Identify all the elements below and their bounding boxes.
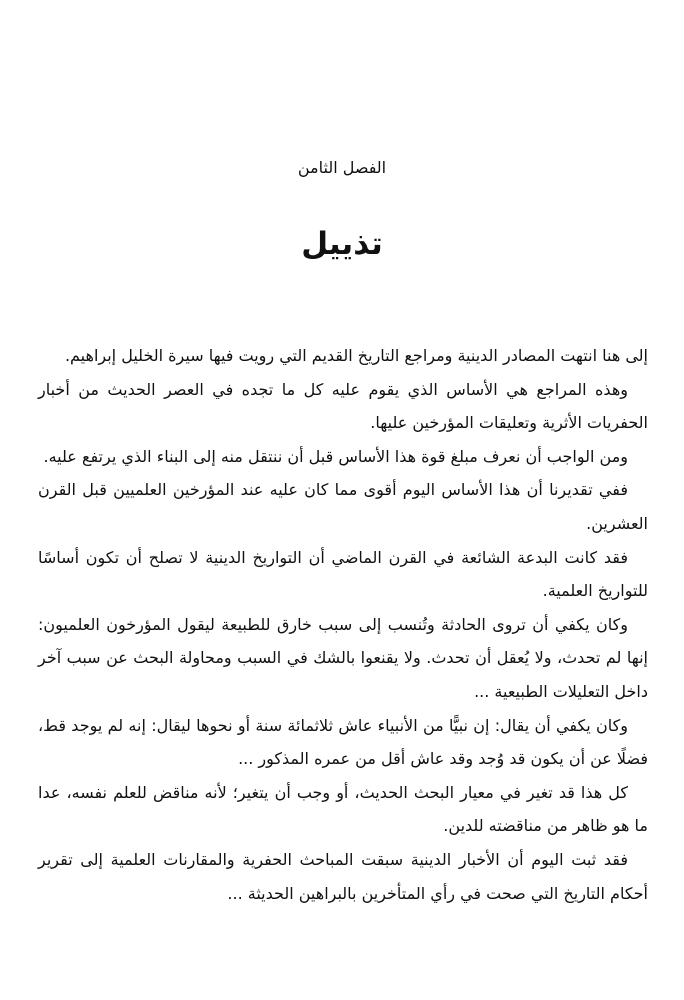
chapter-number: الفصل الثامن: [297, 158, 387, 177]
chapter-title: تذييل: [301, 226, 383, 262]
paragraph: وكان يكفي أن تروى الحادثة وتُنسب إلى سبب خارق للطبيعة ليقول المؤرخون العلميون: إنها لم تحدث، ولا يُعقل أن تحدث. ولا يقنعوا بالشك في السبب ومحاولة البحث عن سبب آخر داخل التعليلات الطبيعية ...: [38, 614, 648, 701]
body-text: [38, 339, 648, 910]
paragraph: فقد كانت البدعة الشائعة في القرن الماضي أن التواريخ الدينية لا تصلح أن تكون أساسًا للتواريخ العلمية.: [38, 547, 648, 601]
paragraph: ومن الواجب أن نعرف مبلغ قوة هذا الأساس قبل أن ننتقل منه إلى البناء الذي يرتفع عليه.: [43, 446, 628, 466]
paragraph: إلى هنا انتهت المصادر الدينية ومراجع التاريخ القديم التي رويت فيها سيرة الخليل إبراهيم.: [64, 346, 648, 365]
paragraph: وهذه المراجع هي الأساس الذي يقوم عليه كل ما تجده في العصر الحديث من أخبار الحفريات الأثرية وتعليقات المؤرخين عليها.: [38, 379, 648, 433]
paragraph: وكان يكفي أن يقال: إن نبيًّا من الأنبياء عاش ثلاثمائة سنة أو نحوها ليقال: إنه لم يوجد قط، فضلًا عن أن يكون قد وُجد وقد عاش أقل من عمره المذكور ...: [38, 715, 648, 769]
paragraph: كل هذا قد تغير في معيار البحث الحديث، أو وجب أن يتغير؛ لأنه مناقض للعلم نفسه، عدا ما هو ظاهر من مناقضته للدين.: [38, 782, 648, 836]
paragraph: ففي تقديرنا أن هذا الأساس اليوم أقوى مما كان عليه عند المؤرخين العلميين قبل القرن العشرين.: [38, 480, 648, 533]
paragraph: فقد ثبت اليوم أن الأخبار الدينية سبقت المباحث الحفرية والمقارنات العلمية إلى تقرير أحكام التاريخ التي صحت في رأي المتأخرين بالبراهين الحديثة ...: [38, 849, 648, 903]
